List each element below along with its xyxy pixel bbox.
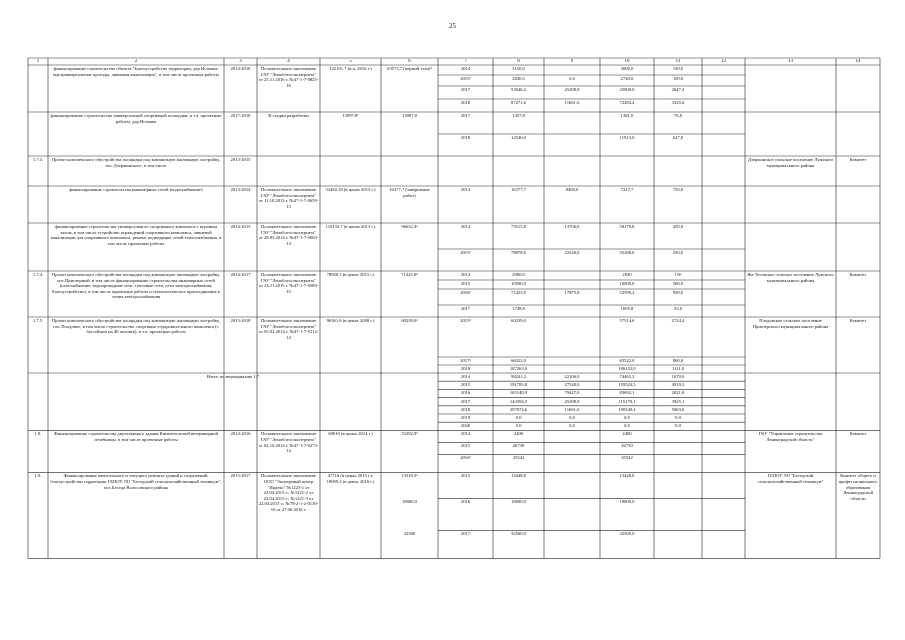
section-responsible [838,187,879,223]
total-amount: 83692,1 [619,390,635,396]
section-remaining: 63573,7 (первый этап)³ [387,66,432,71]
section-description: Проект комплексного обустройства площадки под компактную жилищную застройку, пос.Плодовое, в том числе строительство спортивно-оздоровительного комплекса (с бассейном на 40 человек), в т.ч. проектные работы [51,318,221,335]
section-organization [747,224,835,271]
row-amount: 450,0 [672,224,684,229]
row-amount: 500,0 [672,281,684,286]
row-year: 2014 [460,272,471,277]
row-amount [546,272,599,280]
row-amount [546,455,599,472]
section-basis: Положительное заключение ООО "Экспертный центр "Индекс" №1223-1 от 22.04.2015 г.; №1221-2 от 22.04.2015 г.; №1221-3 от 22.04.2015 г.; №78-2-1-2-0139-16 от 27.06.2016 г. [258,473,319,512]
row-amount: 72284,4 [619,100,635,105]
row-amount [656,455,701,472]
row-year: 2016² [460,290,471,295]
row-amount: 53,0 [673,306,683,311]
row-year: 2015 [460,443,471,449]
section-period: 2014-2017 [230,272,251,277]
row-amount: 150,0 [672,66,684,71]
row-amount: 627,0 [672,135,684,140]
section-period: 2014-2018 [230,66,251,71]
header-cell: 13 [788,59,793,64]
section-responsible [838,113,879,156]
row-amount: 16377,7 [511,187,526,192]
header-cell: 7 [464,59,467,64]
section-organization [747,187,835,223]
section-period: 2017-2018 [230,113,251,118]
row-amount [656,431,701,442]
section-cost: 110133,7 (в ценах 2013 г.) [325,224,376,229]
total-year: 2014 [460,374,471,379]
total-amount: 2021,8 [671,390,685,396]
row-year: 2017 [460,113,471,118]
row-amount: 11661,6 [564,100,580,105]
row-amount: 76,8 [673,113,683,118]
page-number: 25 [449,22,456,30]
total-year: 2016 [460,390,471,396]
row-amount [546,281,599,289]
row-amount [546,306,599,317]
total-amount: 207074,6 [509,406,528,412]
section-number [30,187,47,223]
row-amount: 35542 [512,455,525,461]
row-amount: 25298,9 [564,87,580,92]
section-organization: Дзержинское сельское поселение Лужского муниципального района [747,157,834,168]
total-amount: 27540,0 [564,382,580,388]
row-year: 2017 [460,531,471,537]
section-organization [747,113,835,156]
section-period: 2013-2015 [230,157,251,162]
total-year: 2020 [460,423,471,429]
row-amount: 32500,0 [619,531,635,537]
section-remaining: 13997,8 [402,113,417,118]
section-organization: Плодовское сельское поселение Приозерского муниципального района [752,318,829,329]
section-description: финансирование строительства универсального спортивного комплекса с игровым залом, в том числе устройство ограждений спортивного комплекса, ливневой канализации для спортивного комплекса, ремонт подводящих сетей теплоснабжения, в том числе проектные работы [50,224,222,246]
row-amount: 66322,0 [511,358,526,363]
section-number: 1.7.5. [32,318,44,323]
row-amount: 800,0 [672,358,684,363]
row-amount: 2724,4 [671,318,685,323]
section-remaining: 96632,4² [401,224,418,229]
total-amount: 25298,9 [564,398,580,404]
row-year: 2014 [460,224,471,229]
row-amount: 13448,8 [619,473,635,479]
row-amount: 2980,0 [512,272,525,277]
row-amount: 73515,8 [511,224,526,229]
section-remaining: 13319,3² [401,473,418,479]
total-amount: 3925,1 [671,398,685,404]
section-cost: 60016 (в ценах 2014 г.) [328,431,373,437]
section-description: финансирование строительства универсальной спортивной площадки, в т.ч. проектные работы, дер.Иствика [50,113,222,124]
total-year: 2019 [460,415,471,420]
row-amount: 18000,0 [619,499,635,505]
total-year: 2017 [460,398,471,404]
row-amount: 65522,0 [619,358,635,363]
total-amount: 5063,6 [671,406,685,412]
section-basis: Положительное заключение ГАУ "Леноблгосэкспертиза" от 11.10.2013 г. №47-1-7-0659-13 [258,187,319,209]
section-basis [259,157,319,186]
section-responsible: Комитет [849,272,867,277]
total-label: Итого по мероприятию 1.7 [206,374,260,379]
section-period: 2014-2015 [230,224,251,229]
section-responsible: Комитет [849,431,867,437]
row-amount: 13448,8 [511,473,526,479]
total-amount: 74465,2 [619,374,635,379]
row-amount: 8400,0 [565,187,579,192]
row-amount [546,443,599,454]
row-amount: 53946,2 [511,87,526,92]
row-year: 2014 [460,431,471,437]
row-amount: 750,0 [672,187,684,192]
total-amount: 0,0 [515,423,522,429]
row-amount [656,531,701,558]
total-amount: 4919,3 [671,382,685,388]
section-number: 1.7.3. [32,157,44,162]
section-responsible: Комитет [849,318,867,323]
section-description: Проект комплексного обустройства площадки под компактную жилищную застройку, пос.Дзержинского, в том числе [51,157,221,168]
row-year: 2018 [460,366,471,371]
section-remaining: 71425,0² [401,272,418,277]
section-cost: 78908,1 (в ценах 2015 г.) [326,272,375,277]
header-cell: 6 [408,59,411,64]
row-amount: 950,0 [672,290,684,295]
row-amount: 26730 [621,443,633,449]
section-responsible [838,66,879,112]
header-cell: 3 [239,59,242,64]
section-basis: В стадии разработки [268,113,309,118]
total-amount: 0,0 [675,423,681,429]
section-basis: Положительное заключение ГАУ "Леноблгосэкспертиза" от 05.02.2014 г. №47-1-7-0112-14 [258,318,319,340]
row-amount [656,443,701,454]
section-organization [747,66,835,112]
row-amount: 71425,0 [511,290,526,295]
row-remaining: 32500 [403,531,416,537]
section-remaining [383,157,437,186]
row-amount [656,473,701,498]
section-organization: Ям-Тесовское сельское поселение Лужского муниципального района [747,272,834,283]
row-amount [546,366,599,373]
row-amount [546,66,599,75]
section-responsible [838,224,879,271]
row-year: 2015 [460,281,471,286]
header-cell: 12 [721,59,726,64]
section-basis: Положительное заключение ГАУ "Леноблгосэкспертиза" от 02.10.2014 г. №47-1-7-0273-14 [258,431,319,454]
row-amount: 78078,0 [511,250,526,255]
row-remaining: 18000,0 [402,499,417,505]
row-amount: 55288,0 [619,250,635,255]
row-amount: 2840,0 [512,76,525,81]
section-description: Финансирование капитального и текущего ремонта зданий и сооружений, благоустройство территории ГБПОУ ЛО "Беседский сельскохозяйственный техникум", пос.Беседа Волосовского района [50,473,222,490]
row-amount: 2830 [622,272,632,277]
total-amount: 0,0 [624,423,630,429]
header-cell: 1 [36,59,40,64]
row-amount: 32500,0 [511,531,526,537]
header-cell: 8 [517,59,520,64]
total-amount: 144394,3 [509,398,528,404]
total-amount: 165140,9 [509,390,528,396]
row-amount: 7227,7 [620,187,634,192]
row-year: 2018 [460,135,471,140]
header-cell: 14 [855,59,861,64]
section-basis: Положительное заключение ГАУ "Леноблгосэкспертиза" от 28.03.2014 г. №47-1-7-0063-14 [258,224,319,246]
row-amount: 250,0 [672,250,684,255]
row-amount: 2740,0 [620,76,634,81]
total-amount: 0,0 [569,423,575,429]
row-amount: 17875,8 [564,290,580,295]
header-cell: 2 [134,59,138,64]
row-year: 2015² [460,250,471,255]
section-period: 2014-2016 [230,431,251,437]
section-remaining: 53292,9² [401,431,418,437]
row-amount [656,499,701,530]
total-amount: 79427,0 [564,390,580,396]
row-amount: 11913,0 [619,135,635,140]
section-description: финансирование строительства инженерных сетей (водоснабжение) [69,187,203,192]
row-amount [546,473,599,498]
section-basis: Положительное заключение ГАУ "Леноблгосэкспертиза" от 23.11.2015 г. №47-1-7-0580-15 [258,272,319,294]
section-cost: 33482,18 (в ценах 2013 г.) [325,187,376,192]
header-cell: 11 [675,59,681,64]
row-amount [546,431,599,442]
row-year: 2016² [460,455,471,461]
row-amount [546,358,599,365]
row-amount: 26730 [512,443,525,449]
header-cell: 4 [287,59,290,64]
row-year: 2015 [460,473,471,479]
section-number [30,113,47,156]
row-amount [546,499,599,530]
total-amount: 1670,0 [671,374,685,379]
section-description: финансирование строительства объекта "Благоустройство территории, дер.Иствика: внутриквартальные проезды, ливневая канализация", в том числе проектные работы [53,66,219,77]
section-number: 1.7.4. [32,272,44,277]
row-amount: 3000,0 [620,66,634,71]
section-organization: ГКУ "Управление строительства Ленинградской области" [758,431,823,442]
row-amount: 22540,0 [564,250,580,255]
row-amount: 18000,0 [511,499,526,505]
row-amount: 2400 [513,431,524,437]
total-amount: 191783,8 [509,382,528,388]
row-amount: 13706,0 [564,224,580,229]
section-remaining: 60239,0² [401,318,418,323]
row-amount: 57514,6 [619,318,635,323]
section-responsible: Комитет [849,157,867,162]
section-cost [322,157,380,186]
total-amount: 98241,2 [511,374,526,379]
total-amount: 115170,1 [618,398,636,404]
row-amount: 3150,0 [512,66,525,71]
section-number [30,224,47,271]
row-amount: 150 [674,272,682,277]
total-amount: 22106,0 [564,374,580,379]
total-year: 2015 [460,382,471,388]
section-period: 2015-2017 [230,473,251,479]
section-cost: 96361,6 (в ценах 2008 г.) [326,318,375,323]
row-amount [546,135,599,156]
row-amount: 106152,0 [618,366,636,371]
section-number [30,66,47,112]
row-year: 2018 [460,100,471,105]
section-cost: 47716 (в ценах 2015 г.); 18009,2 (в ценах 2016 г.) [326,473,375,484]
row-amount: 2647,3 [671,87,685,92]
section-basis: Положительное заключение ГАУ "Леноблгосэкспертиза" от 25.11.2016 г. №47-1-7-0825-16 [258,66,319,88]
section-number: 1.8. [34,431,42,437]
row-year: 2017 [460,87,471,92]
total-amount: 0,0 [569,415,575,420]
total-amount: 159524,5 [618,382,636,388]
row-amount: 52599,2 [619,290,635,295]
section-cost: 13997,8¹ [342,113,359,118]
row-year: 2015² [460,318,471,323]
row-amount: 60239,0 [511,318,526,323]
row-amount: 35542 [621,455,633,461]
row-amount [546,113,599,134]
total-amount: 190349,4 [618,406,636,412]
row-amount: 87271,6 [511,100,526,105]
total-amount: 0,0 [624,415,630,420]
row-amount: 1111,0 [671,366,685,371]
row-amount: 2400 [622,431,632,437]
row-amount: 1748,8 [512,306,525,311]
total-amount: 0,0 [515,415,522,420]
row-amount: 1695,8 [620,306,634,311]
row-amount: 3325,6 [671,100,685,105]
row-amount: 10000,0 [619,281,635,286]
total-amount: 11661,6 [564,406,580,412]
total-year: 2018 [460,406,471,412]
section-cost: 122101,7 (в ц. 2016 г.) [329,66,372,71]
header-cell: 10 [624,59,630,64]
section-description: Проект комплексного обустройства площадки под компактную жилищную застройку, пос.Приозерный, в том числе финансирование строительства инженерных сетей (газоснабжение, водопроводные сети, тепловые сети, сети электроснабжения, благоустройство), в том числе проектные работы и технологическое присоединение к сетям электроснабжения [51,272,221,300]
row-amount: 12540,0 [511,135,526,140]
row-amount [546,531,599,558]
total-amount: 0,0 [675,415,681,420]
header-cell: 5 [349,59,352,64]
row-amount: 100,0 [672,76,684,81]
row-amount: 1381,0 [620,113,634,118]
row-amount: 25000,0 [619,87,635,92]
row-year: 2017² [460,358,471,363]
section-remaining: 16377,7 (завершение работ) [389,187,430,198]
row-year: 2014 [460,187,471,192]
header-cell: 9 [570,59,574,64]
section-number: 1.9. [34,473,42,479]
row-year: 2014 [460,66,471,71]
row-year: 2015³ [460,76,471,81]
section-responsible: Комитет общего и профессионального образования Ленинградской области [838,473,878,501]
row-amount [546,318,599,357]
row-year: 2016 [460,499,471,505]
section-description: Финансирование строительства двухэтажного здания Кингисеппской ветеринарной лечебницы, в том числе проектные работы [53,431,218,442]
row-year: 2017 [460,306,471,311]
row-amount: 58179,8 [619,224,635,229]
row-amount: 10500,0 [511,281,526,286]
row-amount: 0,0 [569,76,575,81]
section-organization: ГБПОУ ЛО "Беседский сельскохозяйственный техникум" [757,473,824,484]
row-amount: 1457,8 [512,113,525,118]
section-period: 2013-2014 [230,187,251,192]
section-period: 2015-2018 [230,318,251,323]
row-amount: 107263,0 [509,366,528,371]
